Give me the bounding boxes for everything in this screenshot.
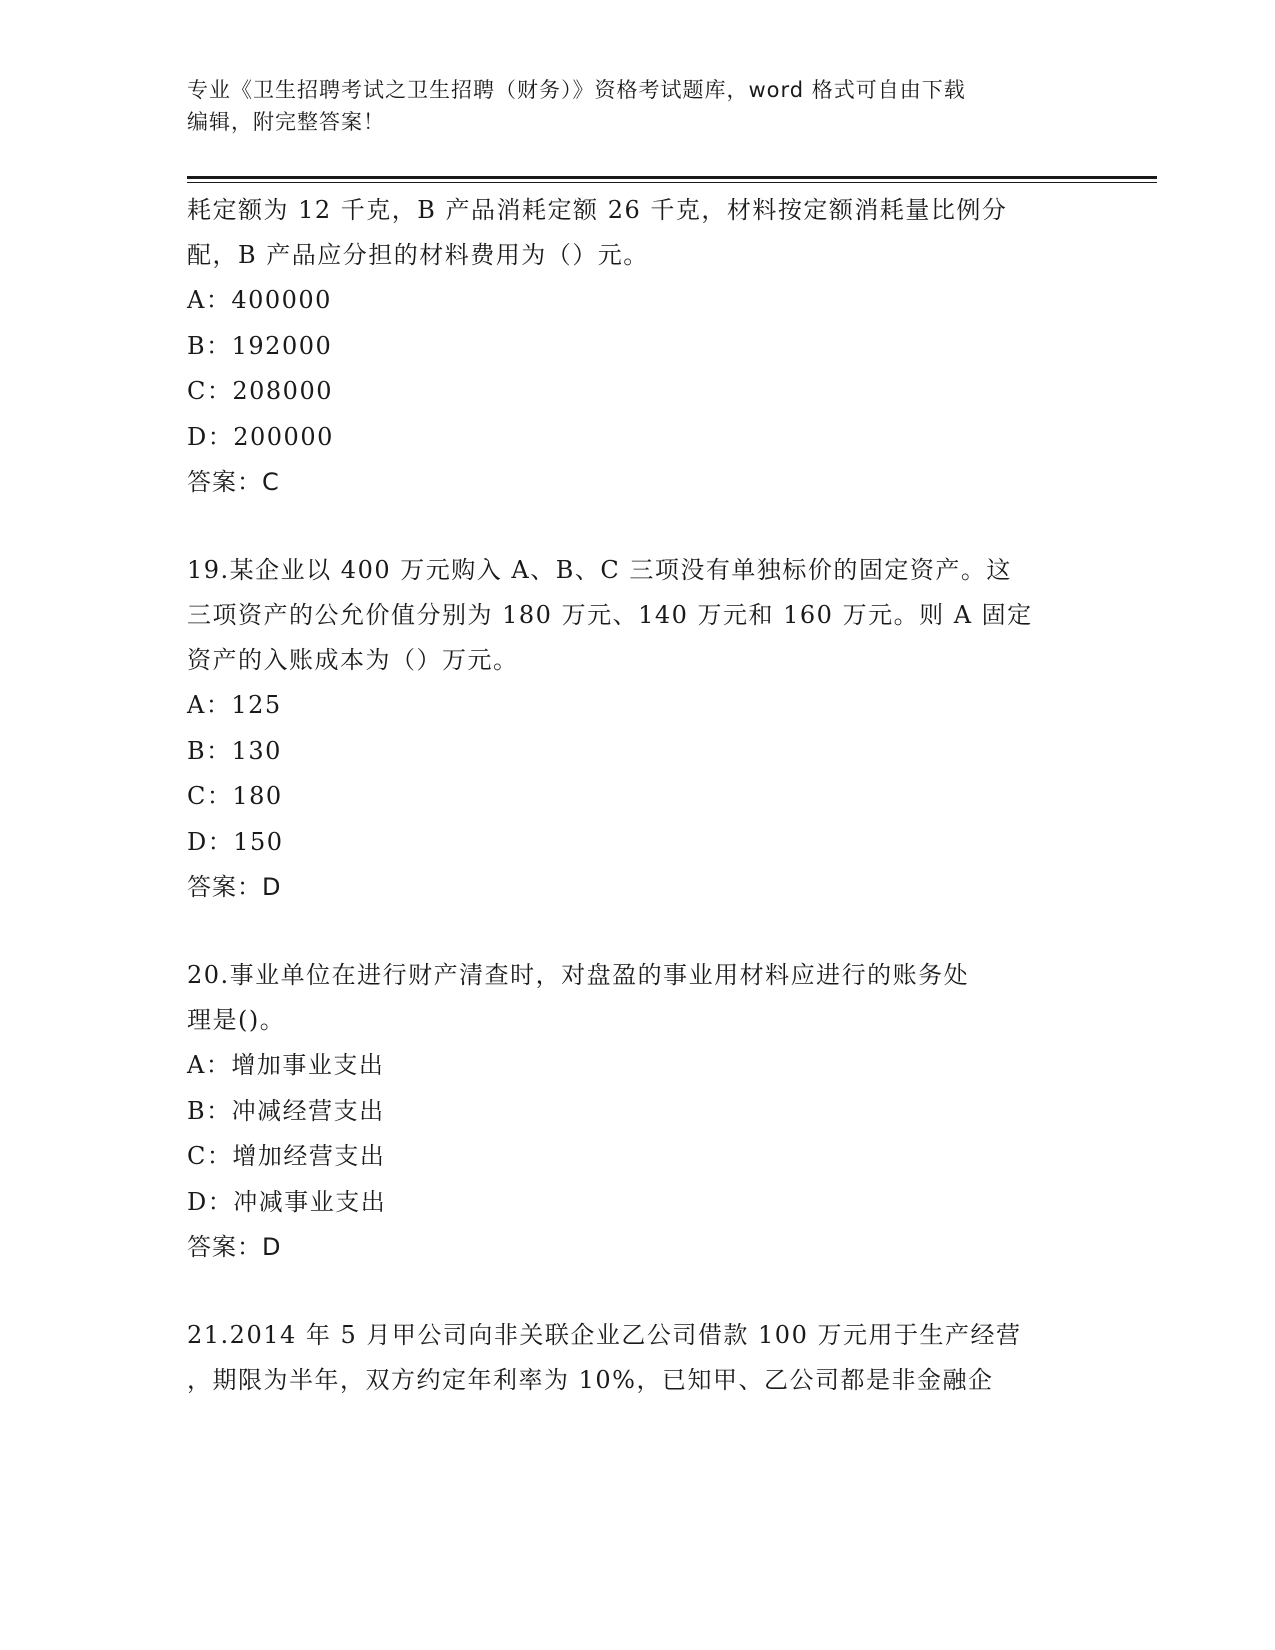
option-a: A：增加事业支出 bbox=[187, 1051, 385, 1079]
question-stem-line: 配，B 产品应分担的材料费用为（）元。 bbox=[187, 241, 649, 269]
option-b: B：192000 bbox=[187, 331, 333, 360]
question-partial bbox=[187, 188, 1087, 505]
option-d: D：200000 bbox=[187, 422, 334, 451]
question-stem-line: 耗定额为 12 千克，B 产品消耗定额 26 千克，材料按定额消耗量比例分 bbox=[187, 196, 1008, 224]
question-stem-line: 20.事业单位在进行财产清查时，对盘盈的事业用材料应进行的账务处 bbox=[187, 961, 970, 989]
question-stem-line: ，期限为半年，双方约定年利率为 10%，已知甲、乙公司都是非金融企 bbox=[187, 1366, 994, 1394]
option-c: C：180 bbox=[187, 782, 283, 810]
option-c: C：增加经营支出 bbox=[187, 1142, 386, 1170]
option-d: D：冲减事业支出 bbox=[187, 1187, 387, 1216]
option-b: B：130 bbox=[187, 736, 282, 765]
header-rule-thick bbox=[187, 176, 1157, 179]
question-19 bbox=[187, 548, 1087, 910]
question-spacer bbox=[187, 1270, 1087, 1313]
header-line-1: 专业《卫生招聘考试之卫生招聘（财务）》资格考试题库，word 格式可自由下载 bbox=[187, 78, 966, 102]
header-rule-thin bbox=[187, 182, 1157, 183]
question-stem-line: 19.某企业以 400 万元购入 A、B、C 三项没有单独标价的固定资产。这 bbox=[187, 556, 1012, 584]
header-line-2: 编辑，附完整答案！ bbox=[187, 110, 385, 134]
question-21 bbox=[187, 1313, 1087, 1403]
question-list bbox=[187, 188, 1087, 1403]
option-a: A：125 bbox=[187, 691, 282, 719]
question-stem-line: 理是()。 bbox=[187, 1006, 286, 1034]
question-20 bbox=[187, 953, 1087, 1270]
answer-line: 答案：D bbox=[187, 1233, 282, 1261]
option-b: B：冲减经营支出 bbox=[187, 1096, 385, 1125]
question-stem-line: 21.2014 年 5 月甲公司向非关联企业乙公司借款 100 万元用于生产经营 bbox=[187, 1321, 1022, 1349]
question-stem-line: 资产的入账成本为（）万元。 bbox=[187, 646, 519, 674]
question-spacer bbox=[187, 505, 1087, 548]
question-stem-line: 三项资产的公允价值分别为 180 万元、140 万元和 160 万元。则 A 固定 bbox=[187, 601, 1033, 629]
option-a: A：400000 bbox=[187, 286, 332, 314]
document-header bbox=[187, 74, 1067, 138]
answer-line: 答案：C bbox=[187, 468, 280, 496]
question-spacer bbox=[187, 910, 1087, 953]
answer-line: 答案：D bbox=[187, 873, 282, 901]
option-c: C：208000 bbox=[187, 377, 333, 405]
option-d: D：150 bbox=[187, 827, 284, 856]
